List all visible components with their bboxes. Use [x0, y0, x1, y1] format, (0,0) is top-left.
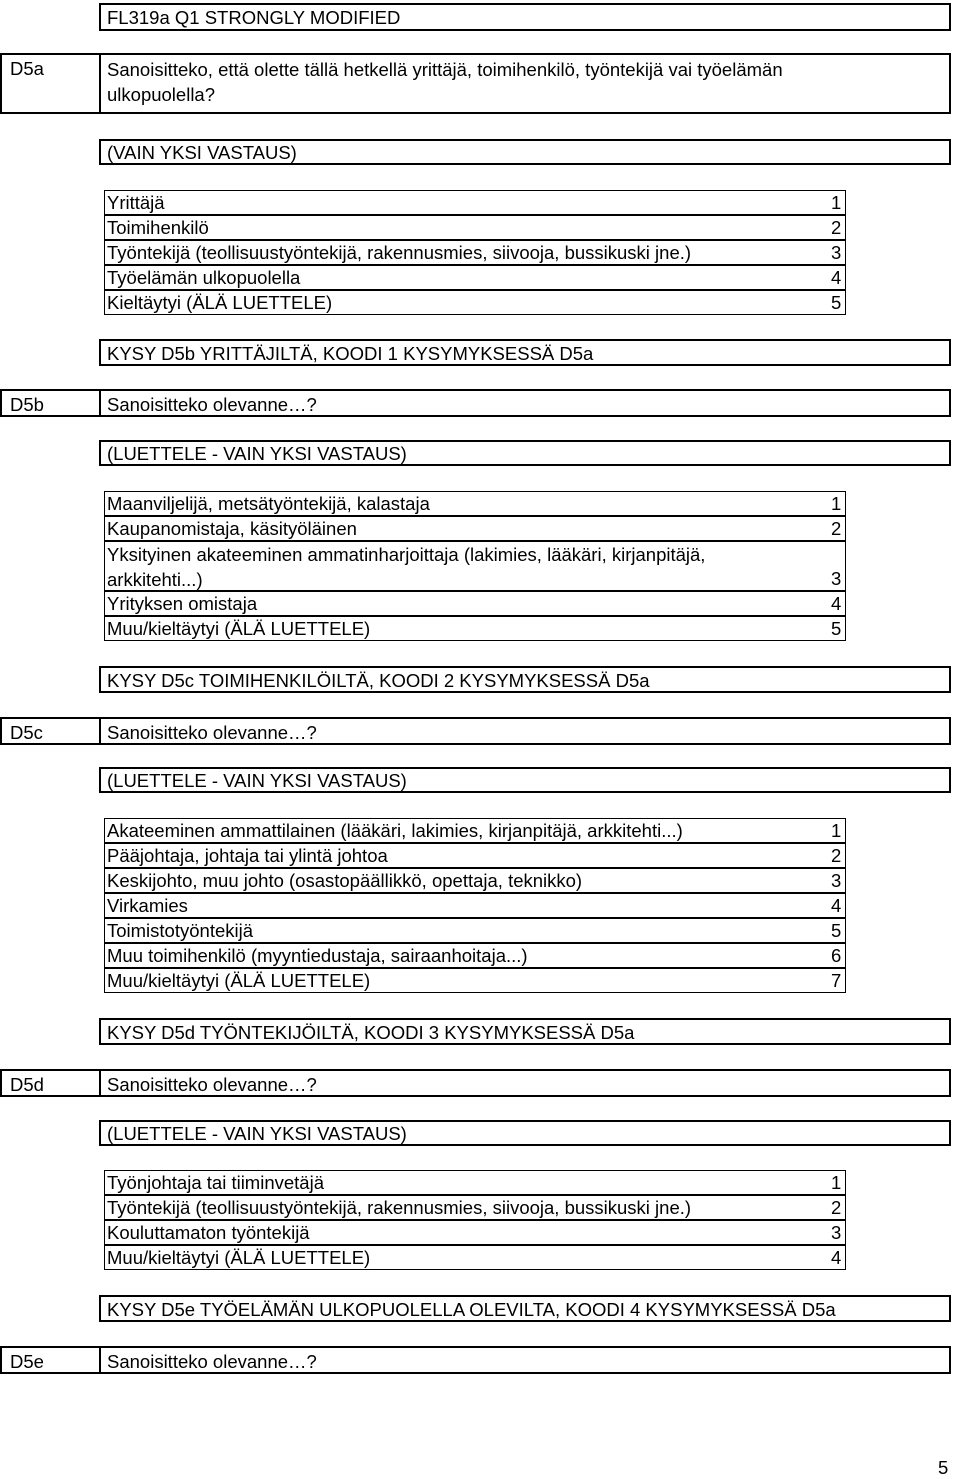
- option-code: 5: [831, 292, 842, 313]
- d5a-option-2[interactable]: [104, 215, 846, 240]
- d5c-id: D5c: [10, 722, 43, 743]
- option-label: Muu toimihenkilö (myyntiedustaja, sairaanhoitaja...): [107, 945, 528, 966]
- option-label: Maanviljelijä, metsätyöntekijä, kalastaja: [107, 493, 430, 514]
- d5b-question: Sanoisitteko olevanne…?: [107, 394, 317, 415]
- option-code: 2: [831, 518, 842, 539]
- option-label: Toimistotyöntekijä: [107, 920, 254, 941]
- option-label: Toimihenkilö: [107, 217, 209, 238]
- d5a-option-4[interactable]: [104, 265, 846, 290]
- d5c-option-4[interactable]: [104, 893, 846, 918]
- option-code: 4: [831, 593, 842, 614]
- d5e-filter-box: [99, 1295, 951, 1322]
- page-number: 5: [938, 1457, 949, 1478]
- d5c-id-box: [0, 717, 101, 745]
- option-code: 3: [831, 1222, 842, 1243]
- option-label: Työelämän ulkopuolella: [107, 267, 301, 288]
- option-code: 7: [831, 970, 842, 991]
- form-title: FL319a Q1 STRONGLY MODIFIED: [107, 7, 401, 28]
- d5c-option-3[interactable]: [104, 868, 846, 893]
- d5b-question-box: [99, 389, 951, 417]
- d5c-instruction-box: [99, 767, 951, 793]
- d5a-option-5[interactable]: [104, 290, 846, 315]
- option-label: Yrityksen omistaja: [107, 593, 258, 614]
- option-label: Keskijohto, muu johto (osastopäällikkö, opettaja, teknikko): [107, 870, 583, 891]
- option-code: 3: [831, 870, 842, 891]
- option-label: Akateeminen ammattilainen (lääkäri, lakimies, kirjanpitäjä, arkkitehti...): [107, 820, 683, 841]
- option-code: 5: [831, 920, 842, 941]
- d5a-instruction-box: [99, 139, 951, 165]
- d5b-option-2[interactable]: [104, 516, 846, 541]
- d5b-option-3[interactable]: [104, 541, 846, 591]
- d5b-instruction-box: [99, 440, 951, 466]
- d5d-instruction-box: [99, 1120, 951, 1146]
- option-label: Virkamies: [107, 895, 188, 916]
- d5d-filter-box: [99, 1018, 951, 1045]
- d5b-filter: KYSY D5b YRITTÄJILTÄ, KOODI 1 KYSYMYKSESSÄ D5a: [107, 343, 594, 364]
- option-code: 1: [831, 192, 842, 213]
- option-label: Yksityinen akateeminen ammatinharjoittaja (lakimies, lääkäri, kirjanpitäjä, arkkitehti...): [107, 544, 706, 590]
- option-code: 3: [831, 242, 842, 263]
- option-code: 3: [831, 568, 842, 589]
- option-code: 2: [831, 1197, 842, 1218]
- option-code: 2: [831, 217, 842, 238]
- option-code: 1: [831, 493, 842, 514]
- option-label: Muu/kieltäytyi (ÄLÄ LUETTELE): [107, 618, 371, 639]
- d5a-option-3[interactable]: [104, 240, 846, 265]
- d5d-id: D5d: [10, 1074, 44, 1095]
- option-code: 5: [831, 618, 842, 639]
- option-label: Kaupanomistaja, käsityöläinen: [107, 518, 357, 539]
- d5d-option-2[interactable]: [104, 1195, 846, 1220]
- d5d-option-1[interactable]: [104, 1170, 846, 1195]
- d5c-option-7[interactable]: [104, 968, 846, 993]
- option-code: 1: [831, 820, 842, 841]
- d5d-instruction: (LUETTELE - VAIN YKSI VASTAUS): [107, 1123, 407, 1144]
- option-label: Työntekijä (teollisuustyöntekijä, rakennusmies, siivooja, bussikuski jne.): [107, 1197, 692, 1218]
- d5c-option-5[interactable]: [104, 918, 846, 943]
- d5a-instruction: (VAIN YKSI VASTAUS): [107, 142, 297, 163]
- d5d-option-4[interactable]: [104, 1245, 846, 1270]
- d5a-option-1[interactable]: [104, 190, 846, 215]
- d5a-id: D5a: [10, 58, 44, 79]
- option-label: Pääjohtaja, johtaja tai ylintä johtoa: [107, 845, 388, 866]
- d5b-option-1[interactable]: [104, 491, 846, 516]
- d5b-instruction: (LUETTELE - VAIN YKSI VASTAUS): [107, 443, 407, 464]
- option-code: 2: [831, 845, 842, 866]
- option-label: Kieltäytyi (ÄLÄ LUETTELE): [107, 292, 333, 313]
- d5d-question: Sanoisitteko olevanne…?: [107, 1074, 317, 1095]
- d5d-question-box: [99, 1069, 951, 1097]
- d5c-option-1[interactable]: [104, 818, 846, 843]
- d5e-filter: KYSY D5e TYÖELÄMÄN ULKOPUOLELLA OLEVILTA, KOODI 4 KYSYMYKSESSÄ D5a: [107, 1299, 836, 1320]
- d5e-question-box: [99, 1346, 951, 1374]
- d5c-filter-box: [99, 666, 951, 693]
- option-code: 1: [831, 1172, 842, 1193]
- d5b-id-box: [0, 389, 101, 417]
- d5c-instruction: (LUETTELE - VAIN YKSI VASTAUS): [107, 770, 407, 791]
- d5e-id-box: [0, 1346, 101, 1374]
- option-label: Työnjohtaja tai tiiminvetäjä: [107, 1172, 324, 1193]
- d5b-id: D5b: [10, 394, 44, 415]
- option-label: Muu/kieltäytyi (ÄLÄ LUETTELE): [107, 970, 371, 991]
- option-code: 4: [831, 1247, 842, 1268]
- option-code: 4: [831, 267, 842, 288]
- d5c-option-6[interactable]: [104, 943, 846, 968]
- option-label: Muu/kieltäytyi (ÄLÄ LUETTELE): [107, 1247, 371, 1268]
- option-code: 4: [831, 895, 842, 916]
- d5a-question-box: [99, 53, 951, 114]
- form-title-box: [99, 3, 951, 31]
- option-label: Kouluttamaton työntekijä: [107, 1222, 310, 1243]
- d5d-filter: KYSY D5d TYÖNTEKIJÖILTÄ, KOODI 3 KYSYMYKSESSÄ D5a: [107, 1022, 635, 1043]
- d5a-question: Sanoisitteko, että olette tällä hetkellä yrittäjä, toimihenkilö, työntekijä vai työelämän ulkopuolella?: [107, 59, 783, 105]
- d5b-filter-box: [99, 339, 951, 366]
- d5c-question-box: [99, 717, 951, 745]
- d5d-id-box: [0, 1069, 101, 1097]
- option-label: Yrittäjä: [107, 192, 165, 213]
- d5c-filter: KYSY D5c TOIMIHENKILÖILTÄ, KOODI 2 KYSYMYKSESSÄ D5a: [107, 670, 650, 691]
- d5b-option-5[interactable]: [104, 616, 846, 641]
- option-label: Työntekijä (teollisuustyöntekijä, rakennusmies, siivooja, bussikuski jne.): [107, 242, 692, 263]
- d5c-option-2[interactable]: [104, 843, 846, 868]
- d5b-option-4[interactable]: [104, 591, 846, 616]
- d5e-id: D5e: [10, 1351, 44, 1372]
- d5e-question: Sanoisitteko olevanne…?: [107, 1351, 317, 1372]
- d5d-option-3[interactable]: [104, 1220, 846, 1245]
- d5a-id-box: [0, 53, 101, 114]
- d5c-question: Sanoisitteko olevanne…?: [107, 722, 317, 743]
- option-code: 6: [831, 945, 842, 966]
